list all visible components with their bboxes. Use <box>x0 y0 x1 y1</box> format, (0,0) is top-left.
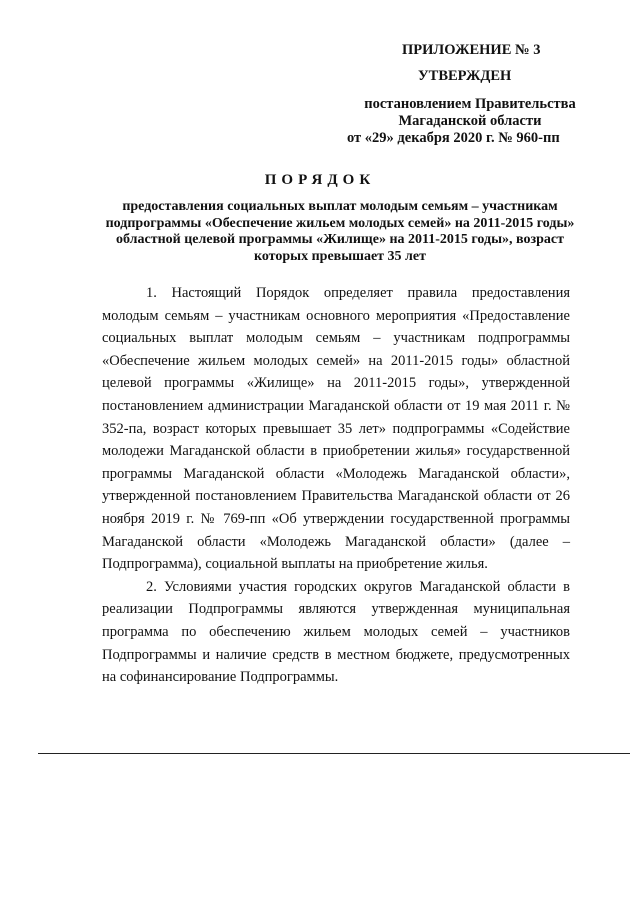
document-subtitle: предоставления социальных выплат молодым семьям – участникам подпрограммы «Обеспечение жильем молодых семей» на 2011-2015 годы» областной целевой программы «Жилище» на 2011-2015 годы», возраст которых превышает 35 лет <box>105 199 575 264</box>
approval-authority <box>352 96 588 130</box>
approval-authority-line1: постановлением Правительства <box>364 96 576 112</box>
document-title: ПОРЯДОК <box>264 172 376 188</box>
resolution-date-number: от «29» декабря 2020 г. № 960-пп <box>347 130 560 146</box>
document-body <box>102 282 570 689</box>
footer-divider <box>38 753 630 754</box>
paragraph-1: 1. Настоящий Порядок определяет правила предоставления молодым семьям – участникам основного мероприятия «Предоставление социальных выплат молодым семьям – участникам подпрограммы «Обеспечение жильем молодых семей» на 2011-2015 годы» областной целевой программы «Жилище» на 2011-2015 годы», утвержденной постановлением администрации Магаданской области от 19 мая 2011 г. № 352-па, возраст которых превышает 35 лет» подпрограммы «Содействие молодежи Магаданской области в приобретении жилья» государственной программы Магаданской области «Молодежь Магаданской области», утвержденной постановлением Правительства Магаданской области от 26 ноября 2019 г. № 769-пп «Об утверждении государственной программы Магаданской области «Молодежь Магаданской области» (далее – Подпрограмма), социальной выплаты на приобретение жилья. <box>102 285 570 573</box>
paragraph-2: 2. Условиями участия городских округов Магаданской области в реализации Подпрограммы являются утвержденная муниципальная программа по обеспечению жильем молодых семей – участников Подпрограммы и наличие средств в местном бюджете, предусмотренных на софинансирование Подпрограммы. <box>102 578 570 686</box>
approval-authority-line2: Магаданской области <box>398 113 542 129</box>
appendix-label: ПРИЛОЖЕНИЕ № 3 <box>402 42 541 58</box>
approved-label: УТВЕРЖДЕН <box>418 68 512 84</box>
